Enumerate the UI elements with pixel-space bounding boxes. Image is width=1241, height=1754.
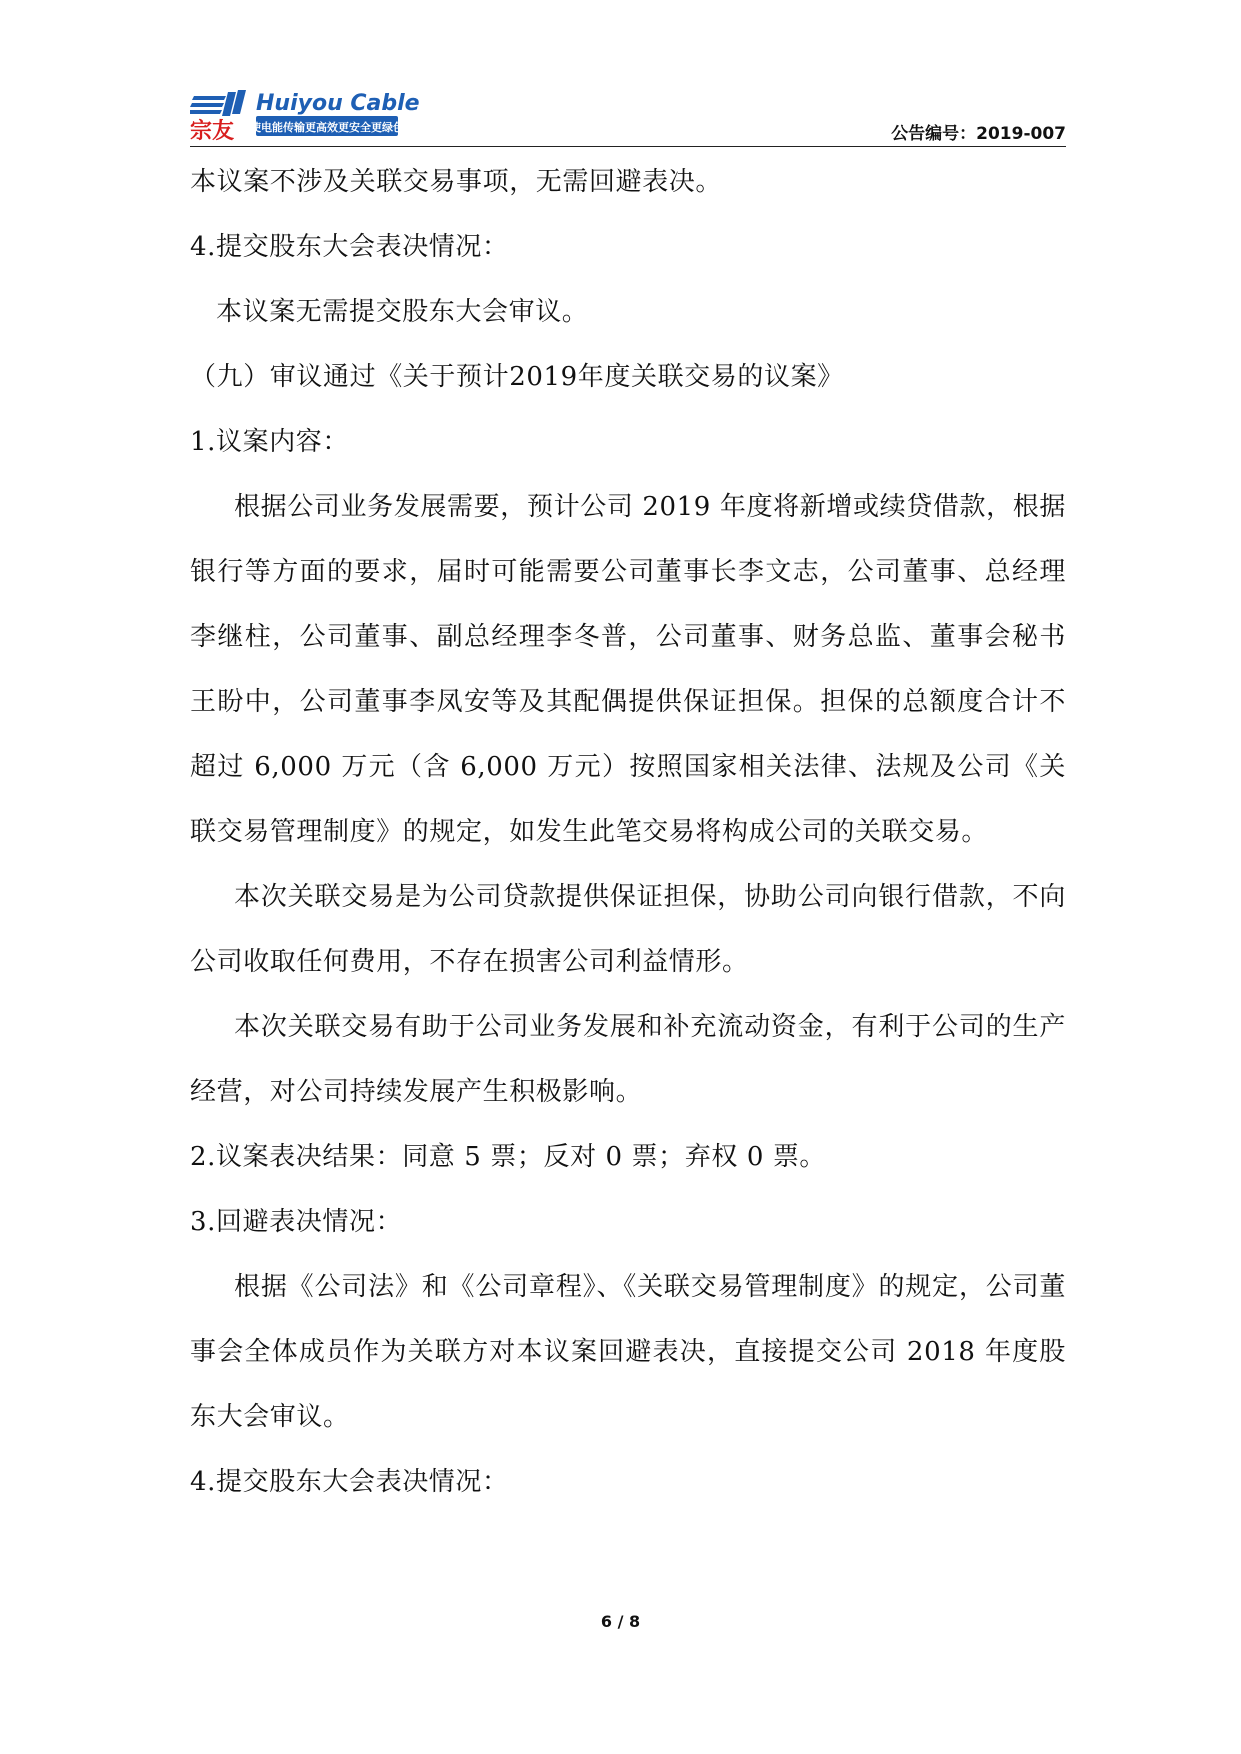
header-divider — [190, 146, 1066, 147]
paragraph: 本议案不涉及关联交易事项，无需回避表决。 — [190, 167, 723, 197]
section-heading: 4.提交股东大会表决情况： — [190, 1467, 509, 1497]
document-body — [190, 150, 1066, 1515]
paragraph: 本议案无需提交股东大会审议。 — [216, 297, 589, 327]
logo-en-text: Huiyou Cable — [256, 91, 420, 116]
company-logo — [190, 86, 420, 144]
logo-cn-text: 宗友 — [190, 119, 235, 144]
paragraph: 本次关联交易是为公司贷款提供保证担保，协助公司向银行借款，不向公司收取任何费用，不存在损害公司利益情形。 — [190, 882, 1066, 977]
section-heading: 3.回避表决情况： — [190, 1207, 403, 1237]
paragraph: 本次关联交易有助于公司业务发展和补充流动资金，有利于公司的生产经营，对公司持续发展产生积极影响。 — [190, 1012, 1066, 1107]
section-heading: 1.议案内容： — [190, 427, 350, 457]
section-heading: 4.提交股东大会表决情况： — [190, 232, 509, 262]
vote-result: 2.议案表决结果：同意 5 票；反对 0 票；弃权 0 票。 — [190, 1142, 827, 1172]
logo-slogan-text: 使电能传输更高效更安全更绿色 — [250, 121, 404, 134]
paragraph: 根据《公司法》和《公司章程》、《关联交易管理制度》的规定，公司董事会全体成员作为关联方对本议案回避表决，直接提交公司 2018 年度股东大会审议。 — [190, 1272, 1066, 1432]
page-header — [190, 86, 1066, 146]
page-number: 6 / 8 — [600, 1612, 641, 1631]
motion-title: （九）审议通过《关于预计2019年度关联交易的议案》 — [190, 362, 844, 392]
announcement-number: 公告编号：2019-007 — [891, 124, 1066, 144]
paragraph: 根据公司业务发展需要，预计公司 2019 年度将新增或续贷借款，根据银行等方面的要求，届时可能需要公司董事长李文志，公司董事、总经理李继柱，公司董事、副总经理李冬普，公司董事、财务总监、董事会秘书王盼中，公司董事李凤安等及其配偶提供保证担保。担保的总额度合计不超过 6,000 万元（含 6,000 万元）按照国家相关法律、法规及公司《关联交易管理制度》的规定，如发生此笔交易将构成公司的关联交易。 — [190, 492, 1066, 847]
